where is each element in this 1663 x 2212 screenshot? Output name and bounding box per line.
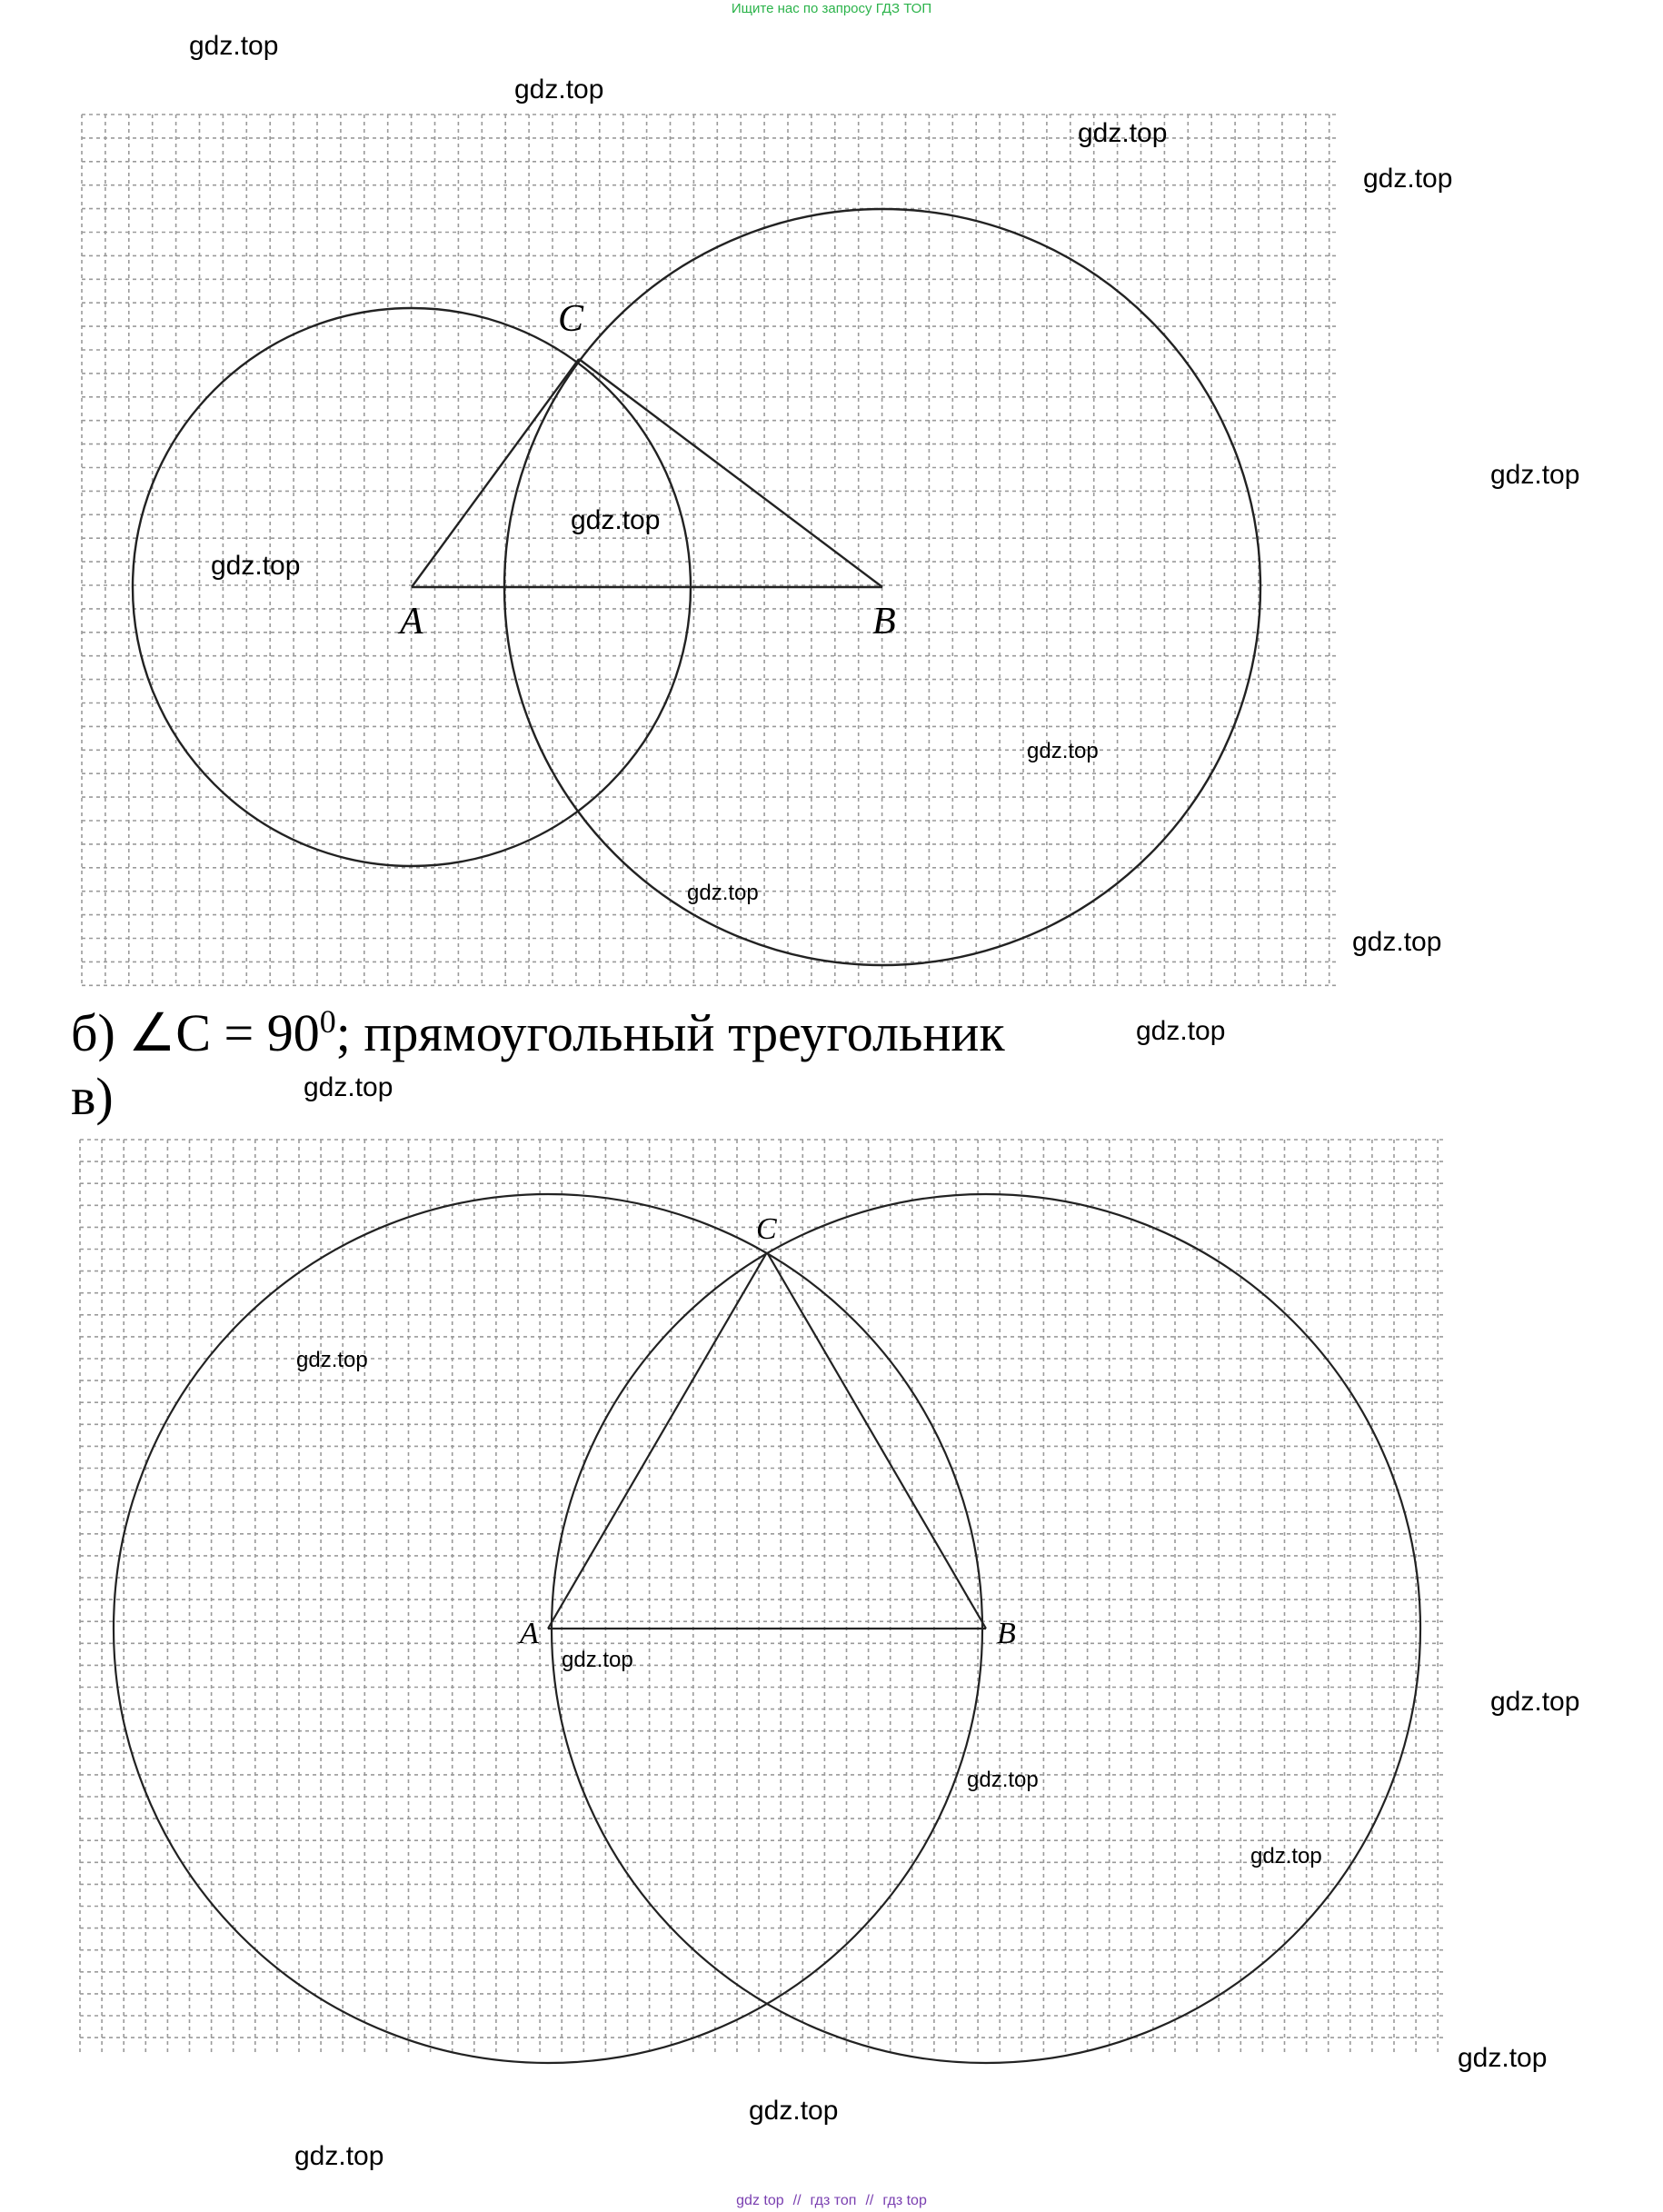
watermark: gdz.top bbox=[1352, 927, 1442, 957]
watermark: gdz.top bbox=[562, 1648, 633, 1672]
search-hint[interactable]: Ищите нас по запросу ГДЗ ТОП bbox=[731, 1, 932, 16]
watermark: gdz.top bbox=[1250, 1844, 1322, 1868]
watermark: gdz.top bbox=[189, 31, 279, 61]
watermark: gdz.top bbox=[304, 1072, 393, 1102]
watermark: gdz.top bbox=[1490, 460, 1580, 490]
caption-part-b bbox=[71, 1003, 1005, 1062]
segment-cb bbox=[767, 1252, 986, 1629]
point-label-a: A bbox=[400, 601, 423, 643]
segment-ac bbox=[412, 359, 579, 587]
figure-part-b bbox=[133, 209, 1260, 965]
figure-part-v bbox=[114, 1194, 1420, 2063]
point-label-b: B bbox=[997, 1617, 1016, 1650]
footer-link-2[interactable]: гдз топ bbox=[810, 2193, 857, 2208]
point-label-c: C bbox=[558, 298, 584, 340]
point-label-c: C bbox=[756, 1212, 777, 1246]
label-part-v: в) bbox=[71, 1067, 114, 1126]
watermark: gdz.top bbox=[296, 1348, 368, 1372]
footer-separator: // bbox=[865, 2193, 874, 2208]
watermarks bbox=[189, 31, 1579, 2171]
footer-separator: // bbox=[792, 2193, 802, 2208]
segment-cb bbox=[579, 359, 882, 587]
caption-suffix: ; прямоугольный треугольник bbox=[335, 1003, 1005, 1062]
watermark: gdz.top bbox=[1136, 1016, 1226, 1046]
footer-links bbox=[736, 2193, 927, 2208]
footer-link-1[interactable]: gdz top bbox=[736, 2193, 784, 2208]
caption-degree: 0 bbox=[319, 1003, 336, 1040]
watermark: gdz.top bbox=[571, 505, 661, 535]
watermark: gdz.top bbox=[1027, 739, 1099, 763]
point-label-a: A bbox=[520, 1617, 539, 1650]
point-label-b: B bbox=[872, 601, 896, 643]
watermark: gdz.top bbox=[514, 75, 604, 105]
watermark: gdz.top bbox=[1078, 118, 1168, 148]
watermark: gdz.top bbox=[1363, 164, 1453, 194]
watermark: gdz.top bbox=[211, 551, 301, 581]
segment-ac bbox=[548, 1252, 767, 1629]
caption-prefix: б) ∠C = 90 bbox=[71, 1003, 320, 1062]
watermark: gdz.top bbox=[1490, 1687, 1580, 1717]
watermark: gdz.top bbox=[687, 881, 759, 905]
watermark: gdz.top bbox=[967, 1768, 1039, 1792]
watermark: gdz.top bbox=[294, 2141, 384, 2171]
watermark: gdz.top bbox=[1458, 2043, 1548, 2073]
watermark: gdz.top bbox=[749, 2096, 839, 2126]
footer-link-3[interactable]: гдз top bbox=[882, 2193, 927, 2208]
